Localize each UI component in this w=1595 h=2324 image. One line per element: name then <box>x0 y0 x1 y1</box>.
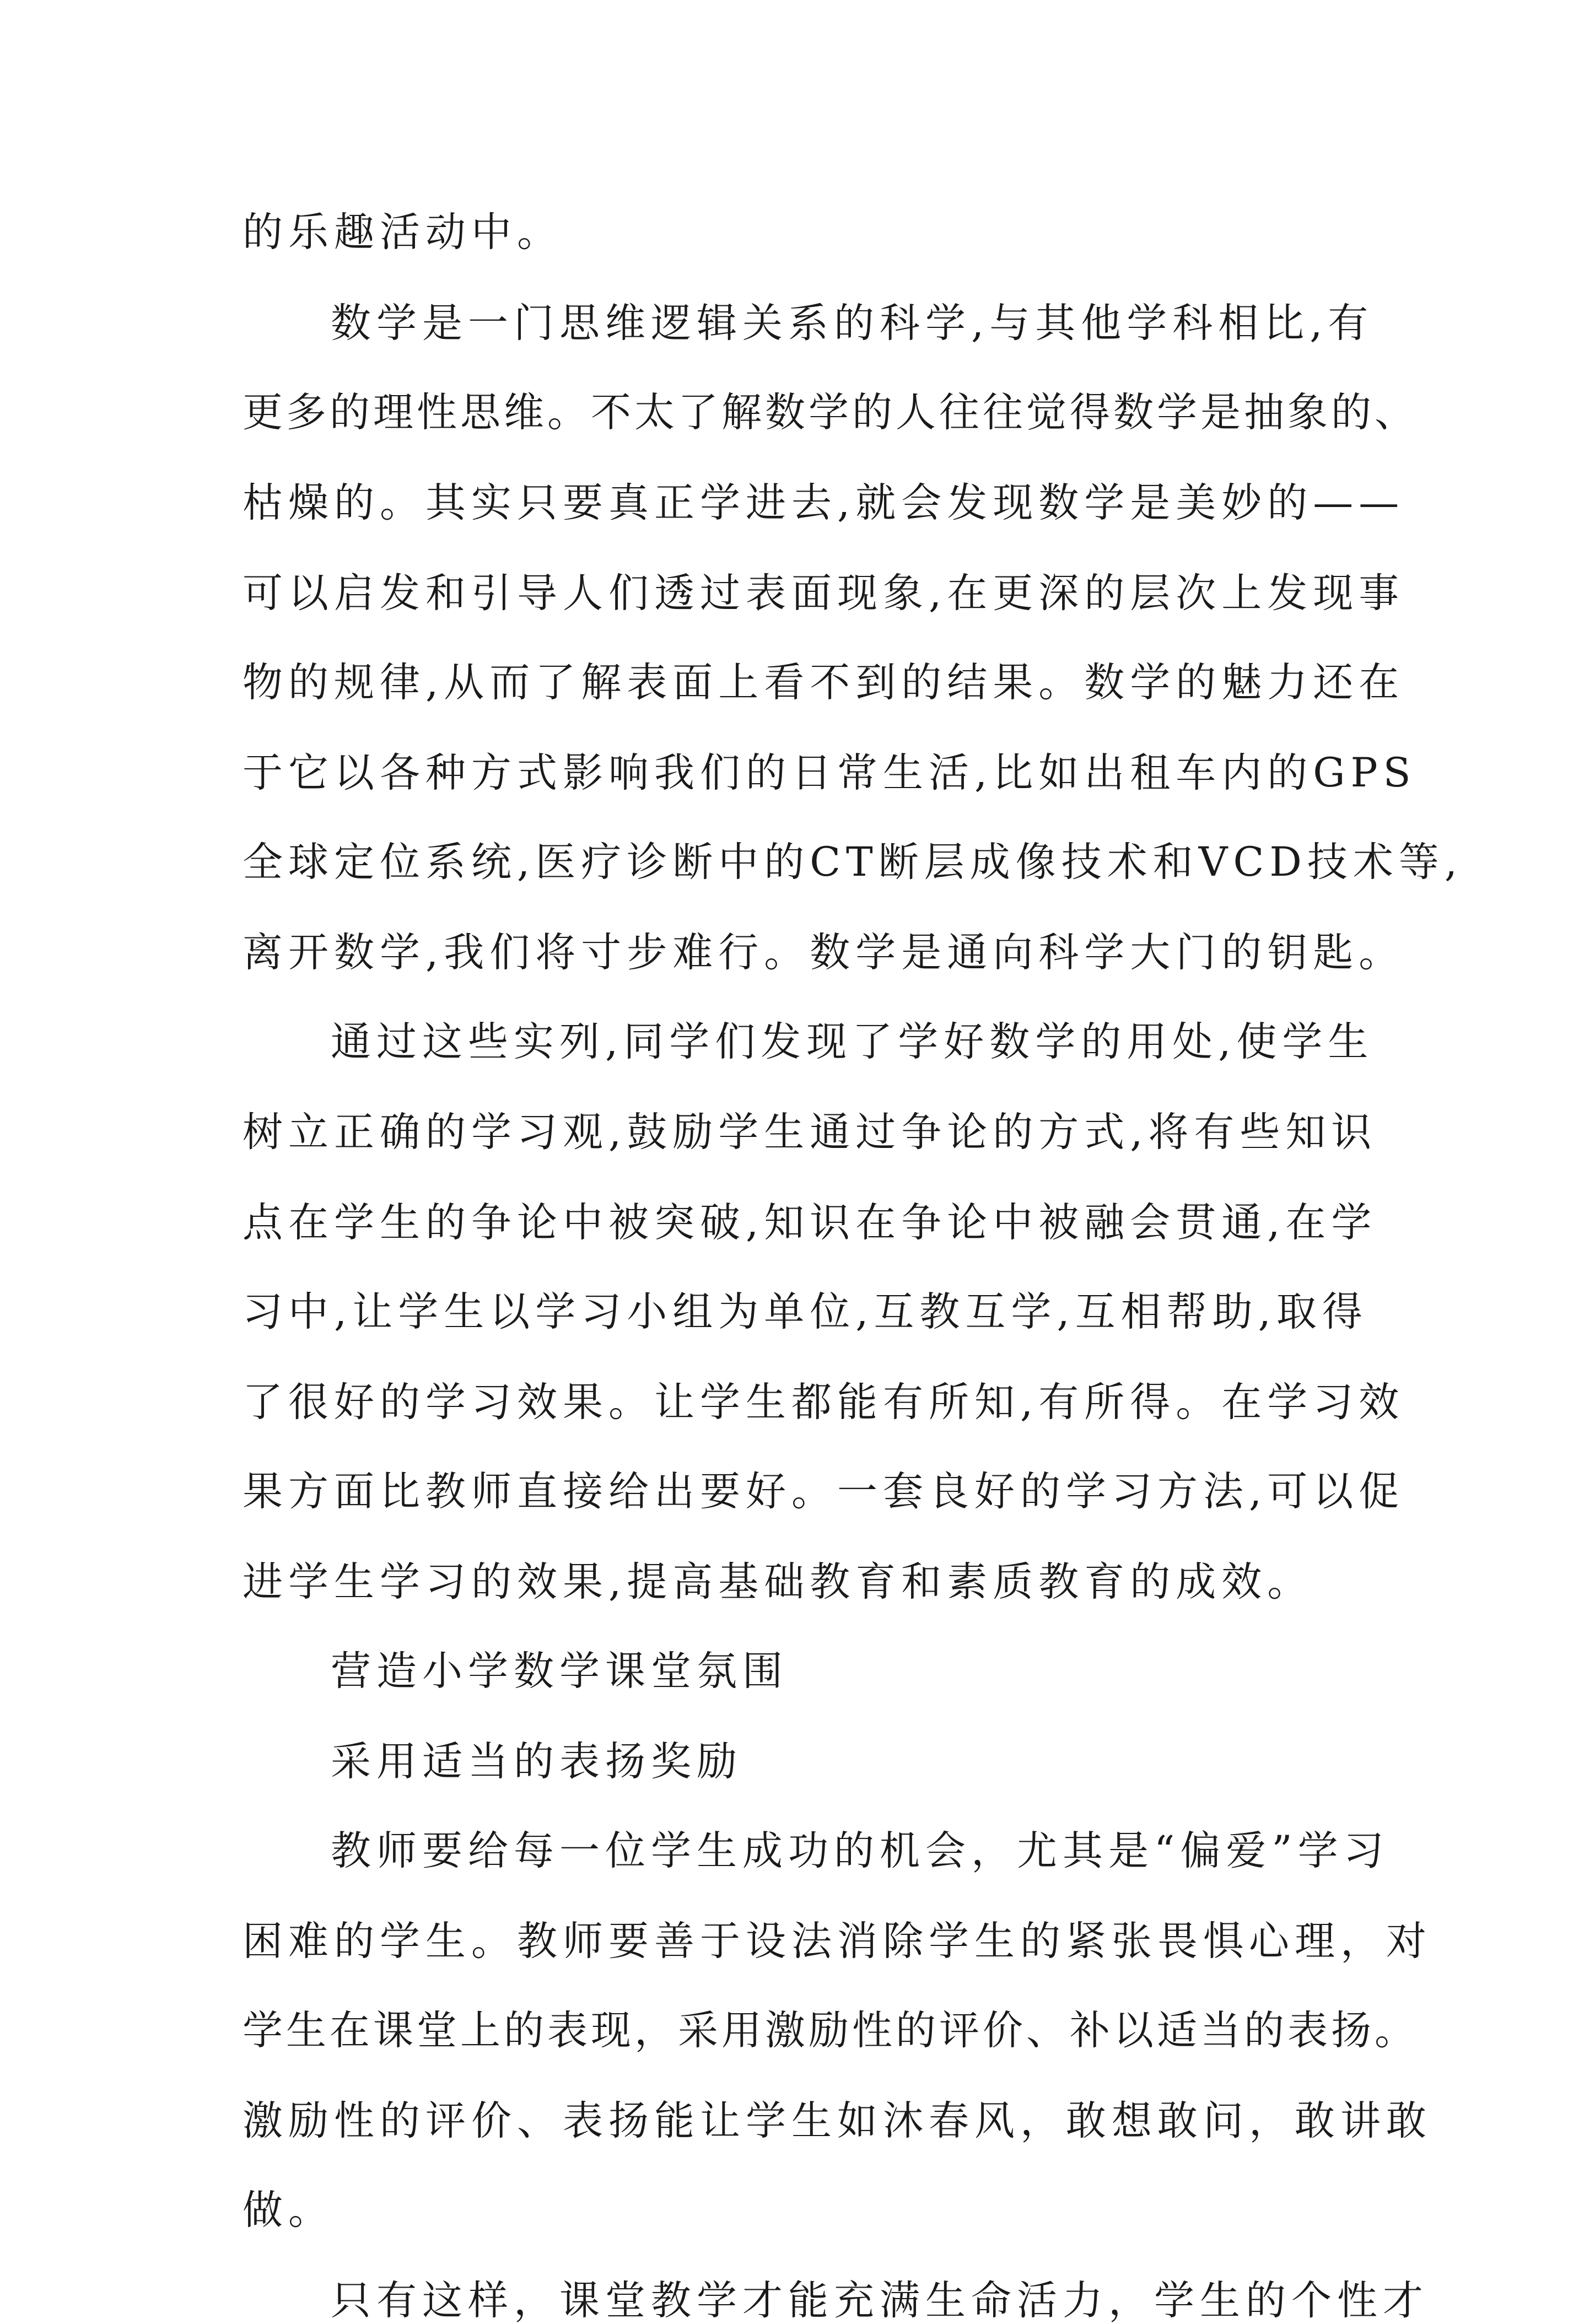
text-line: 了很好的学习效果。让学生都能有所知,有所得。在学习效 <box>243 1379 1405 1426</box>
text-line: 激励性的评价、表扬能让学生如沐春风，敢想敢问，敢讲敢 <box>243 2097 1432 2144</box>
text-line: 数学是一门思维逻辑关系的科学,与其他学科相比,有 <box>331 300 1374 347</box>
text-line: 离开数学,我们将寸步难行。数学是通向科学大门的钥匙。 <box>243 929 1405 976</box>
text-line: 教师要给每一位学生成功的机会，尤其是“偏爱”学习 <box>331 1827 1389 1874</box>
text-line: 果方面比教师直接给出要好。一套良好的学习方法,可以促 <box>243 1468 1405 1515</box>
text-line: 于它以各种方式影响我们的日常生活,比如出租车内的GPS <box>243 749 1416 796</box>
text-line: 只有这样，课堂教学才能充满生命活力，学生的个性才 <box>331 2277 1429 2324</box>
section-subheading: 采用适当的表扬奖励 <box>331 1738 742 1785</box>
text-line: 做。 <box>243 2187 334 2234</box>
section-heading: 营造小学数学课堂氛围 <box>331 1648 788 1695</box>
text-line: 进学生学习的效果,提高基础教育和素质教育的成效。 <box>243 1559 1313 1605</box>
text-line: 树立正确的学习观,鼓励学生通过争论的方式,将有些知识 <box>243 1109 1377 1156</box>
text-line: 通过这些实列,同学们发现了学好数学的用处,使学生 <box>331 1018 1374 1065</box>
text-line: 枯燥的。其实只要真正学进去,就会发现数学是美妙的—— <box>243 479 1405 526</box>
text-line: 的乐趣活动中。 <box>243 209 563 256</box>
text-line: 习中,让学生以学习小组为单位,互教互学,互相帮助,取得 <box>243 1288 1368 1335</box>
text-line: 困难的学生。教师要善于设法消除学生的紧张畏惧心理，对 <box>243 1918 1432 1965</box>
text-line: 全球定位系统,医疗诊断中的CT断层成像技术和VCD技术等, <box>243 839 1463 886</box>
text-line: 可以启发和引导人们透过表面现象,在更深的层次上发现事 <box>243 570 1405 617</box>
text-line: 物的规律,从而了解表面上看不到的结果。数学的魅力还在 <box>243 659 1405 706</box>
text-line: 更多的理性思维。不太了解数学的人往往觉得数学是抽象的、 <box>243 389 1418 436</box>
text-line: 点在学生的争论中被突破,知识在争论中被融会贯通,在学 <box>243 1199 1377 1246</box>
text-line: 学生在课堂上的表现，采用激励性的评价、补以适当的表扬。 <box>243 2007 1418 2054</box>
